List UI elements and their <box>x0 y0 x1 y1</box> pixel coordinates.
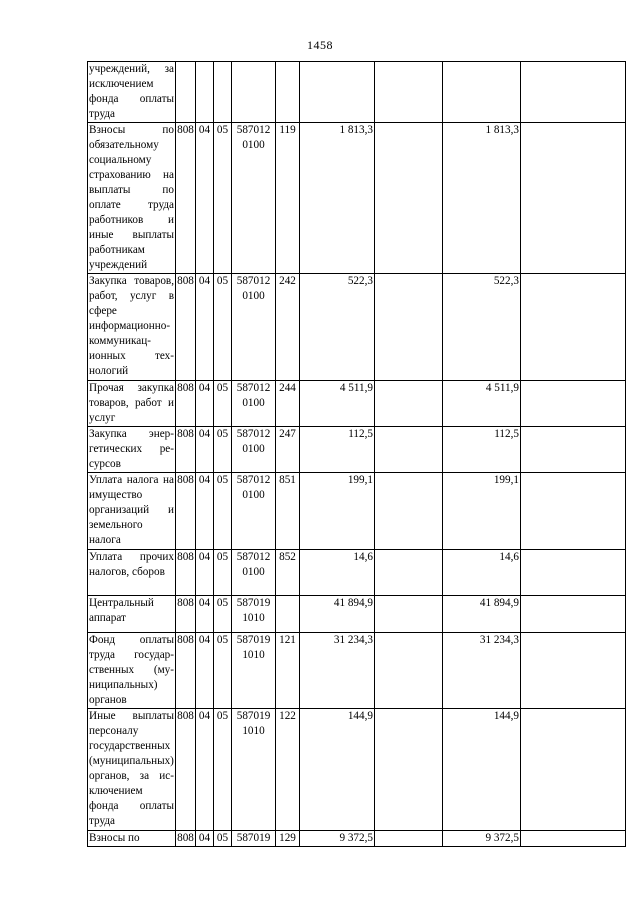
csr-cell: 587012 0100 <box>232 473 276 550</box>
sum3-cell: 144,9 <box>443 709 521 831</box>
name-cell: Уплата прочих налогов, сборов <box>88 550 176 596</box>
sum4-cell <box>521 633 626 709</box>
name-cell: Уплата налога на имущество организаций и земельного налога <box>88 473 176 550</box>
sum2-cell <box>375 381 443 427</box>
sum4-cell <box>521 427 626 473</box>
name-cell: Закупка товаров, работ, услуг в сфере информационно-коммуникационных технологий <box>88 274 176 381</box>
vr-cell: 242 <box>276 274 300 381</box>
name-cell: Закупка энергетических ресурсов <box>88 427 176 473</box>
page-number: 1458 <box>307 38 333 52</box>
csr-cell: 587012 0100 <box>232 381 276 427</box>
sum1-cell: 199,1 <box>300 473 375 550</box>
sum2-cell <box>375 596 443 633</box>
ved-cell: 808 <box>176 123 196 274</box>
sum4-cell <box>521 123 626 274</box>
vr-cell <box>276 62 300 123</box>
pr-cell: 05 <box>214 709 232 831</box>
rz-cell: 04 <box>196 381 214 427</box>
rz-cell: 04 <box>196 473 214 550</box>
sum4-cell <box>521 596 626 633</box>
sum4-cell <box>521 709 626 831</box>
sum3-cell: 112,5 <box>443 427 521 473</box>
sum2-cell <box>375 709 443 831</box>
name-cell: Фонд оплаты труда государственных (муниципальных) органов <box>88 633 176 709</box>
sum2-cell <box>375 550 443 596</box>
sum1-cell <box>300 62 375 123</box>
ved-cell: 808 <box>176 427 196 473</box>
csr-cell: 587012 0100 <box>232 123 276 274</box>
sum4-cell <box>521 831 626 847</box>
sum3-cell: 41 894,9 <box>443 596 521 633</box>
rz-cell: 04 <box>196 550 214 596</box>
rz-cell: 04 <box>196 274 214 381</box>
sum1-cell: 1 813,3 <box>300 123 375 274</box>
sum4-cell <box>521 550 626 596</box>
sum3-cell: 1 813,3 <box>443 123 521 274</box>
vr-cell: 852 <box>276 550 300 596</box>
table-row <box>88 633 626 709</box>
sum1-cell: 14,6 <box>300 550 375 596</box>
table-row <box>88 381 626 427</box>
table-row <box>88 596 626 633</box>
ved-cell: 808 <box>176 633 196 709</box>
ved-cell: 808 <box>176 709 196 831</box>
table-row <box>88 62 626 123</box>
ved-cell: 808 <box>176 274 196 381</box>
vr-cell: 129 <box>276 831 300 847</box>
vr-cell: 247 <box>276 427 300 473</box>
csr-cell: 587012 0100 <box>232 427 276 473</box>
rz-cell: 04 <box>196 596 214 633</box>
pr-cell: 05 <box>214 123 232 274</box>
sum3-cell: 522,3 <box>443 274 521 381</box>
ved-cell: 808 <box>176 596 196 633</box>
pr-cell: 05 <box>214 274 232 381</box>
budget-table <box>87 61 626 847</box>
table-row <box>88 550 626 596</box>
csr-cell: 587019 1010 <box>232 596 276 633</box>
rz-cell: 04 <box>196 633 214 709</box>
sum2-cell <box>375 473 443 550</box>
pr-cell: 05 <box>214 596 232 633</box>
pr-cell: 05 <box>214 550 232 596</box>
sum1-cell: 9 372,5 <box>300 831 375 847</box>
table-row <box>88 473 626 550</box>
table-row <box>88 709 626 831</box>
rz-cell <box>196 62 214 123</box>
pr-cell: 05 <box>214 381 232 427</box>
ved-cell: 808 <box>176 381 196 427</box>
sum3-cell <box>443 62 521 123</box>
name-cell: Иные выплаты персоналу государственных (муниципальных) органов, за исключением фонда оплаты труда <box>88 709 176 831</box>
table-row <box>88 427 626 473</box>
vr-cell: 121 <box>276 633 300 709</box>
sum4-cell <box>521 274 626 381</box>
csr-cell: 587019 1010 <box>232 709 276 831</box>
sum2-cell <box>375 427 443 473</box>
vr-cell <box>276 596 300 633</box>
name-cell: Взносы по <box>88 831 176 847</box>
csr-cell <box>232 62 276 123</box>
sum1-cell: 112,5 <box>300 427 375 473</box>
sum3-cell: 4 511,9 <box>443 381 521 427</box>
ved-cell: 808 <box>176 473 196 550</box>
rz-cell: 04 <box>196 123 214 274</box>
pr-cell: 05 <box>214 831 232 847</box>
csr-cell: 587012 0100 <box>232 550 276 596</box>
pr-cell: 05 <box>214 427 232 473</box>
pr-cell <box>214 62 232 123</box>
name-cell: учреждений, за исключением фонда оплаты труда <box>88 62 176 123</box>
sum1-cell: 144,9 <box>300 709 375 831</box>
ved-cell: 808 <box>176 831 196 847</box>
sum3-cell: 9 372,5 <box>443 831 521 847</box>
sum1-cell: 522,3 <box>300 274 375 381</box>
csr-cell: 587019 <box>232 831 276 847</box>
table-row <box>88 274 626 381</box>
vr-cell: 122 <box>276 709 300 831</box>
name-cell: Центральный аппарат <box>88 596 176 633</box>
sum4-cell <box>521 473 626 550</box>
sum3-cell: 14,6 <box>443 550 521 596</box>
csr-cell: 587019 1010 <box>232 633 276 709</box>
rz-cell: 04 <box>196 831 214 847</box>
sum1-cell: 41 894,9 <box>300 596 375 633</box>
csr-cell: 587012 0100 <box>232 274 276 381</box>
rz-cell: 04 <box>196 709 214 831</box>
sum1-cell: 4 511,9 <box>300 381 375 427</box>
sum2-cell <box>375 123 443 274</box>
sum3-cell: 31 234,3 <box>443 633 521 709</box>
sum2-cell <box>375 831 443 847</box>
sum4-cell <box>521 381 626 427</box>
sum2-cell <box>375 633 443 709</box>
table-row <box>88 123 626 274</box>
rz-cell: 04 <box>196 427 214 473</box>
sum3-cell: 199,1 <box>443 473 521 550</box>
vr-cell: 244 <box>276 381 300 427</box>
sum4-cell <box>521 62 626 123</box>
table-row <box>88 831 626 847</box>
pr-cell: 05 <box>214 473 232 550</box>
vr-cell: 119 <box>276 123 300 274</box>
ved-cell <box>176 62 196 123</box>
sum2-cell <box>375 62 443 123</box>
name-cell: Прочая закупка товаров, работ и услуг <box>88 381 176 427</box>
pr-cell: 05 <box>214 633 232 709</box>
ved-cell: 808 <box>176 550 196 596</box>
vr-cell: 851 <box>276 473 300 550</box>
name-cell: Взносы по обязательному социальному страхованию на выплаты по оплате труда работников и иные выплаты работникам учреждений <box>88 123 176 274</box>
sum1-cell: 31 234,3 <box>300 633 375 709</box>
sum2-cell <box>375 274 443 381</box>
